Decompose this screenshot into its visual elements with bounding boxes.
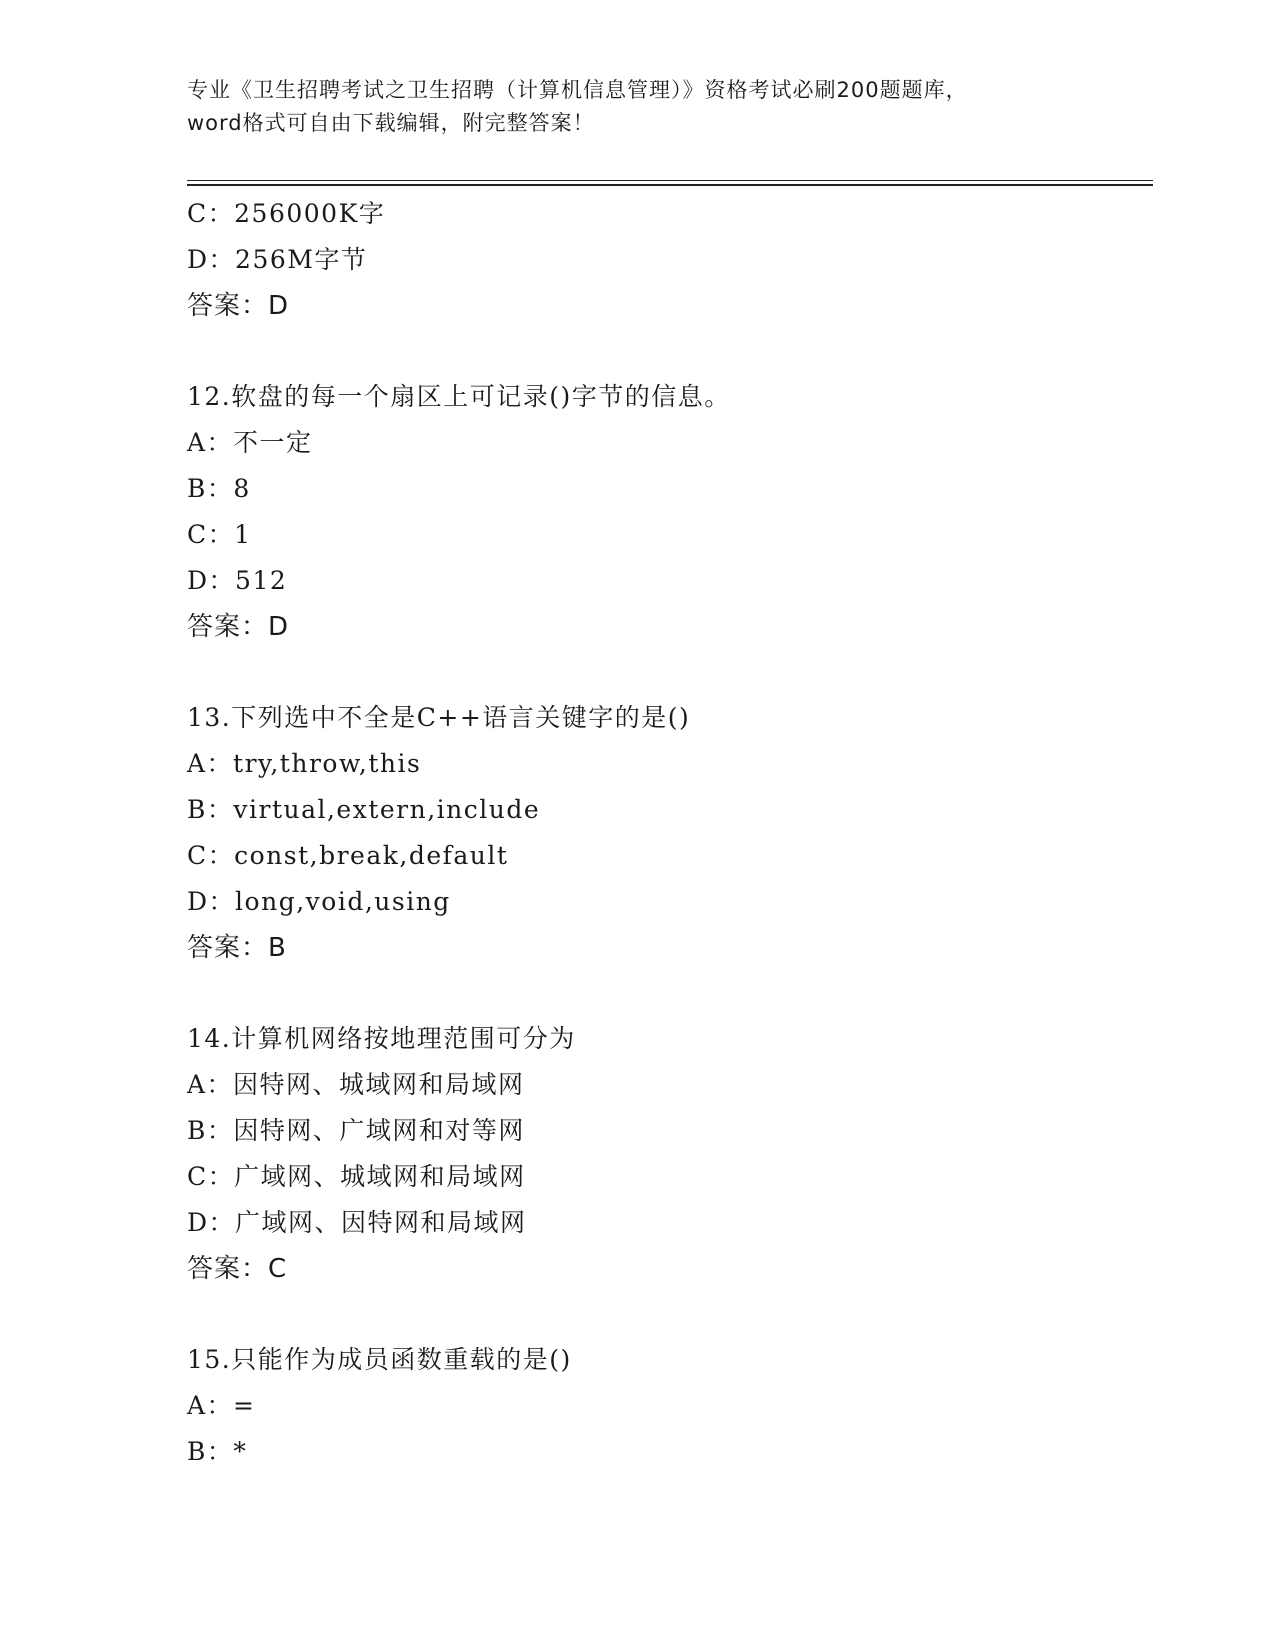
answer-line: 答案：C <box>187 1254 288 1284</box>
question-spacer <box>187 971 1147 1016</box>
question-15 <box>187 1337 1147 1475</box>
header-title-line2: word格式可自由下载编辑，附完整答案！ <box>187 111 595 135</box>
question-stem: 14.计算机网络按地理范围可分为 <box>187 1024 576 1053</box>
option-d: D：广域网、因特网和局域网 <box>187 1208 527 1237</box>
question-spacer <box>187 650 1147 695</box>
answer-line: 答案：D <box>187 291 290 321</box>
answer-line: 答案：D <box>187 612 290 642</box>
question-stem: 15.只能作为成员函数重载的是() <box>187 1345 572 1374</box>
option-c: C：const,break,default <box>187 841 509 870</box>
question-12 <box>187 374 1147 650</box>
option-b: B：* <box>187 1437 248 1466</box>
option-b: B：8 <box>187 474 251 503</box>
option-d: D：long,void,using <box>187 887 451 916</box>
question-stem: 13.下列选中不全是C++语言关键字的是() <box>187 703 691 732</box>
option-b: B：virtual,extern,include <box>187 795 541 824</box>
question-11-continued <box>187 191 1147 329</box>
document-header <box>187 74 1087 140</box>
question-list <box>187 191 1147 1475</box>
option-a: A：try,throw,this <box>187 749 422 778</box>
answer-line: 答案：B <box>187 933 287 963</box>
question-spacer <box>187 329 1147 374</box>
option-c: C：广域网、城域网和局域网 <box>187 1162 526 1191</box>
header-title-line1: 专业《卫生招聘考试之卫生招聘（计算机信息管理）》资格考试必刷200题题库， <box>187 78 968 102</box>
option-c: C：1 <box>187 520 252 549</box>
option-a: A：因特网、城域网和局域网 <box>187 1070 525 1099</box>
option-d: D：256M字节 <box>187 245 368 274</box>
option-a: A：不一定 <box>187 428 313 457</box>
question-stem: 12.软盘的每一个扇区上可记录()字节的信息。 <box>187 382 731 411</box>
question-14 <box>187 1016 1147 1292</box>
question-spacer <box>187 1292 1147 1337</box>
header-divider-thick <box>187 184 1153 186</box>
option-d: D：512 <box>187 566 288 595</box>
option-b: B：因特网、广域网和对等网 <box>187 1116 525 1145</box>
option-c: C：256000K字 <box>187 199 386 228</box>
question-13 <box>187 695 1147 971</box>
option-a: A：= <box>187 1391 256 1420</box>
header-divider-thin <box>187 180 1153 181</box>
